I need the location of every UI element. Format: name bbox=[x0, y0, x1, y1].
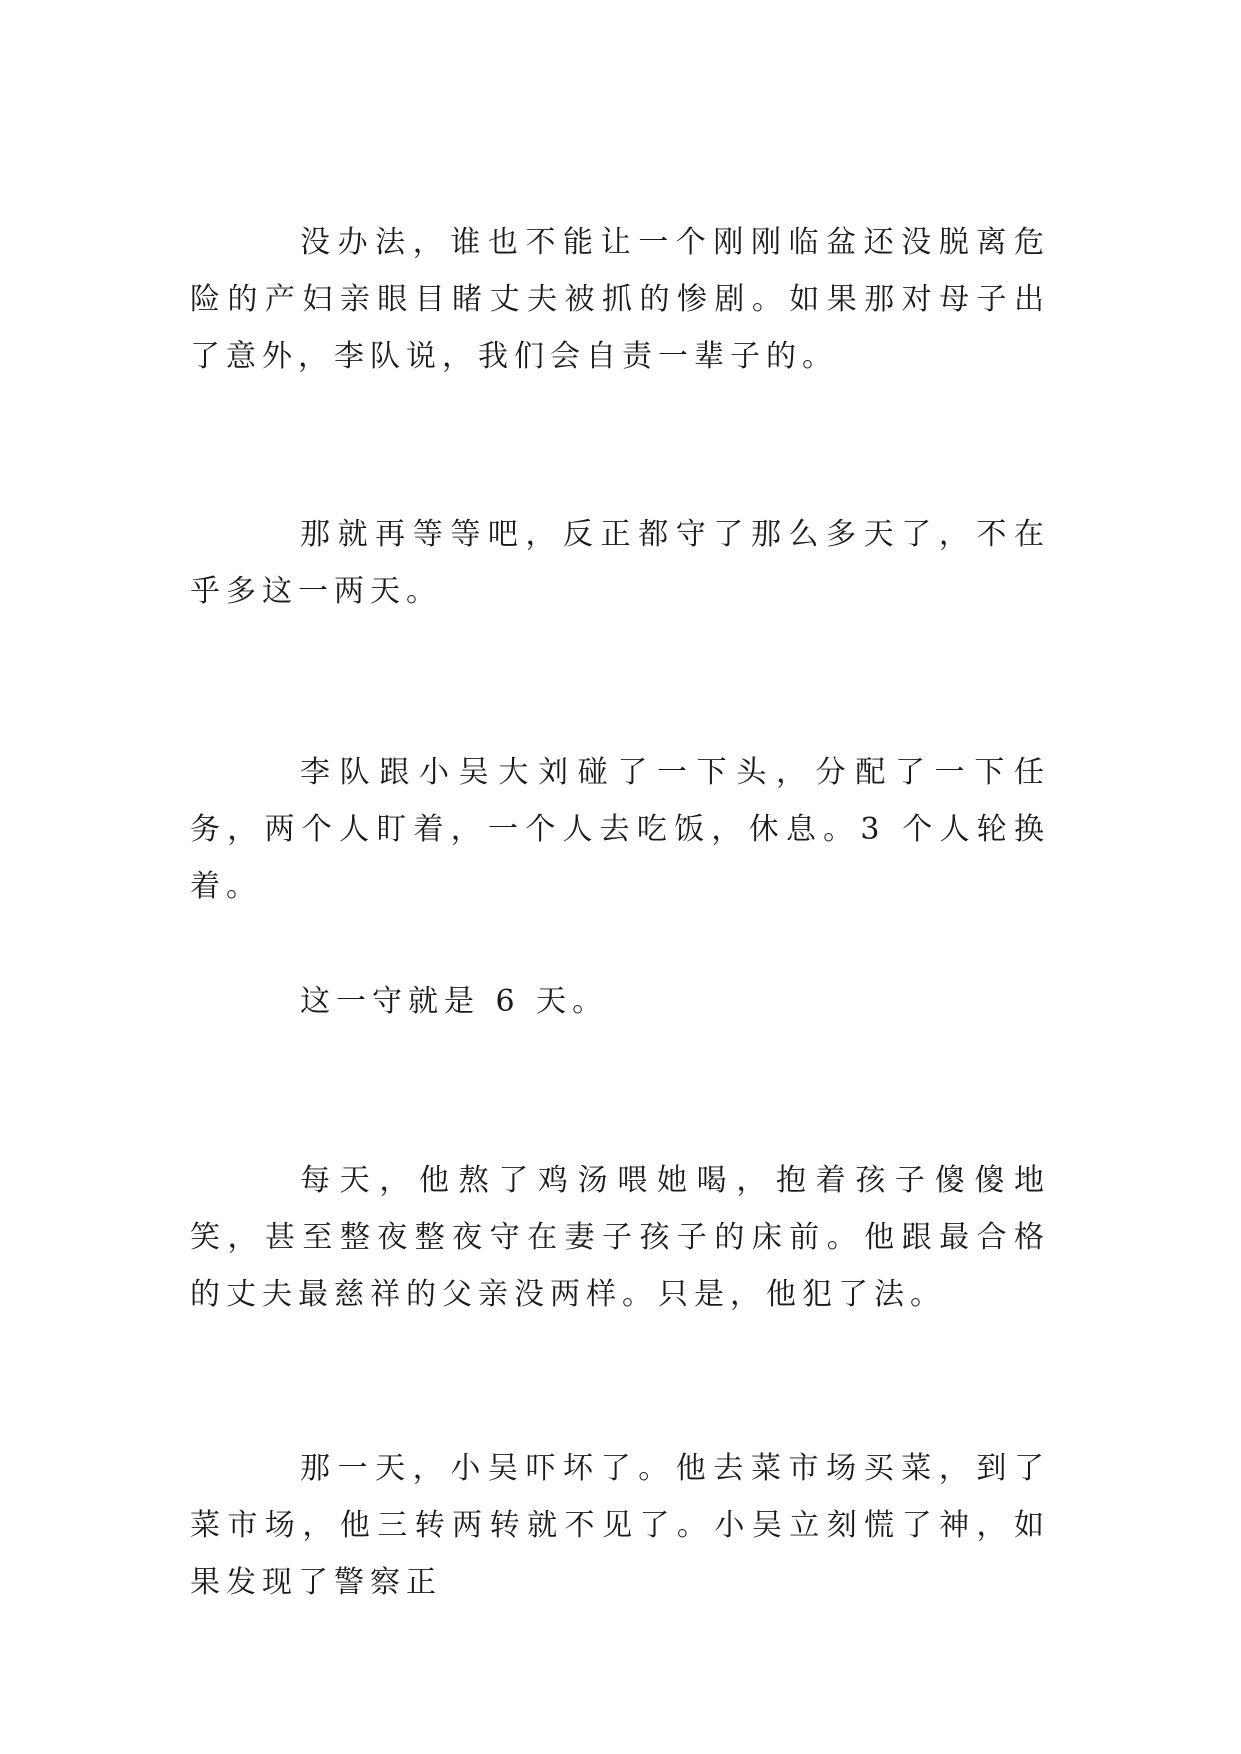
paragraph: 这一守就是 6 天。 bbox=[300, 984, 609, 1019]
paragraph: 每天，他熬了鸡汤喂她喝，抱着孩子傻傻地笑，甚至整夜整夜守在妻子孩子的床前。他跟最合格的丈夫最慈祥的父亲没两样。只是，他犯了法。 bbox=[190, 1163, 1050, 1312]
paragraph: 没办法，谁也不能让一个刚刚临盆还没脱离危险的产妇亲眼目睹丈夫被抓的惨剧。如果那对母子出了意外，李队说，我们会自责一辈子的。 bbox=[190, 225, 1050, 374]
paragraph: 那就再等等吧，反正都守了那么多天了，不在乎多这一两天。 bbox=[190, 517, 1050, 609]
paragraph: 那一天，小吴吓坏了。他去菜市场买菜，到了菜市场，他三转两转就不见了。小吴立刻慌了神，如果发现了警察正 bbox=[190, 1451, 1050, 1600]
paragraph: 李队跟小吴大刘碰了一下头，分配了一下任务，两个人盯着，一个人去吃饭，休息。3 个人轮换着。 bbox=[190, 755, 1050, 904]
